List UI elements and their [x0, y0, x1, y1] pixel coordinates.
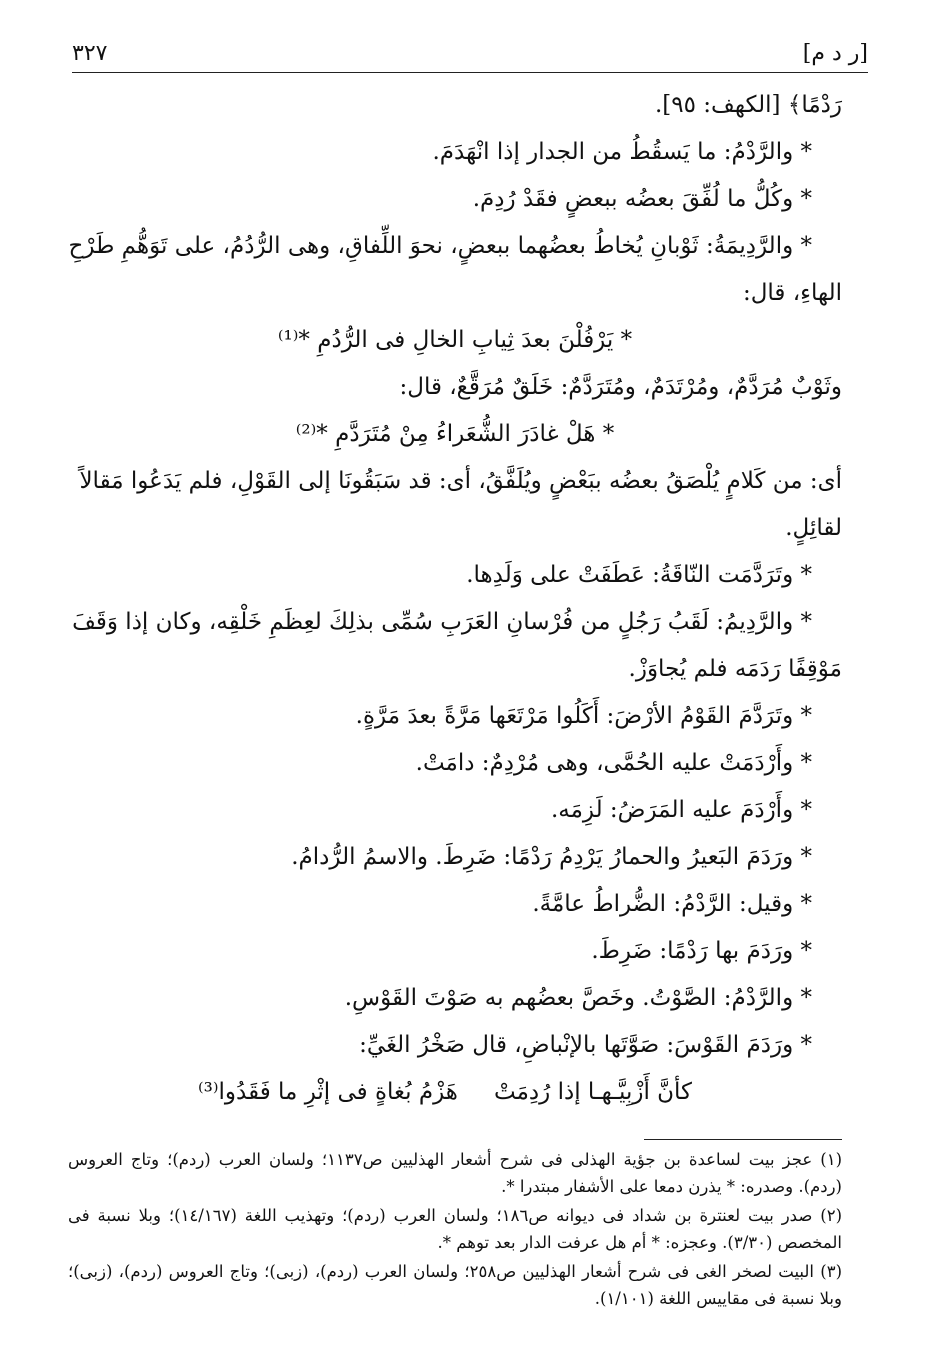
text-line: * والرَّدِيمُ: لَقَبُ رَجُلٍ من فُرْسانِ العَرَبِ سُمِّى بذلِكَ لعِظَمِ خَلْقِه، وكان إذا وَقَفَ	[72, 609, 812, 635]
text-line: أى: من كَلامٍ يُلْصَقُ بعضُه ببَعْضٍ ويُلَفَّقُ، أى: قد سَبَقُونَا إلى القَوْلِ، فلم يَدَعُوا مَقالاً	[79, 468, 842, 494]
text-line: * وتَرَدَّمَت النّاقَةُ: عَطَفَتْ على وَلَدِها.	[466, 562, 812, 588]
text-line: * وأَرْدَمَتْ عليه الحُمَّى، وهى مُرْدِمٌ: دامَتْ.	[415, 750, 812, 776]
text-line: * وتَرَدَّمَ القَوْمُ الأرْضَ: أَكَلُوا مَرْتَعَها مَرَّةً بعدَ مَرَّةٍ.	[355, 703, 812, 729]
footnote: (٣) البيت لصخر الغى فى شرح أشعار الهذليين ص٢٥٨؛ ولسان العرب (ردم)، (زبى)؛ وتاج العروس (ردم)، (زبى)؛ وبلا نسبة فى مقاييس اللغة (١/١٠١).	[68, 1262, 843, 1308]
footnote: (١) عجز بيت لساعدة بن جؤية الهذلى فى شرح أشعار الهذليين ص١١٣٧؛ ولسان العرب (ردم)؛ وتاج العروس (ردم). وصدره: * يذرن دمعا على الأشفار مبتدرا *.	[68, 1150, 842, 1196]
text-line: لقائِلٍ.	[785, 515, 842, 541]
verse-couplet	[68, 1069, 842, 1116]
hemistich-left: هَزْمُ بُغاةٍ فى إثْرِ ما فَقَدُوا⁽³⁾	[198, 1079, 458, 1105]
text-line: * وكُلُّ ما لُفِّقَ بعضُه ببعضٍ فقَدْ رُدِمَ.	[472, 186, 812, 212]
section-title: [ر د م]	[802, 41, 868, 66]
text-line: * ورَدَمَ بها رَدْمًا: ضَرِطَ.	[591, 938, 812, 964]
text-line: * ورَدَمَ البَعيرُ والحمارُ يَرْدِمُ رَدْمًا: ضَرِطَ. والاسمُ الرُّدامُ.	[291, 844, 812, 870]
text-line: * ورَدَمَ القَوْسَ: صَوَّتَها بالإنْباضِ، قال صَخْرُ الغَيِّ:	[359, 1032, 812, 1058]
text-line: مَوْقِفًا رَدَمَه فلم يُجاوَزْ.	[628, 656, 842, 682]
text-line: * والرَّدْمُ: ما يَسقُطُ من الجدار إذا انْهَدَمَ.	[432, 139, 812, 165]
text-line: * والرَّدْمُ: الصَّوْتُ. وخَصَّ بعضُهم به صَوْتَ القَوْسِ.	[344, 985, 812, 1011]
text-line: * وقيل: الرَّدْمُ: الضُّراطُ عامَّةً.	[532, 891, 812, 917]
page-number: ٣٢٧	[72, 41, 108, 66]
text-line: الهاءِ، قال:	[742, 280, 842, 306]
footnote: (٢) صدر بيت لعنترة بن شداد فى ديوانه ص١٨٦؛ ولسان العرب (ردم)؛ وتهذيب اللغة (١٤/١٦٧)؛ وبلا نسبة فى المخصص (٣/٣٠). وعجزه: * أم هل عرفت الدار بعد توهم *.	[68, 1206, 842, 1252]
text-line: وثَوْبٌ مُرَدَّمٌ، ومُرْتَدَمٌ، ومُتَرَدَّمٌ: خَلَقٌ مُرَقَّعٌ، قال:	[399, 374, 842, 400]
verse-line: * هَلْ غادَرَ الشُّعَراءُ مِنْ مُتَرَدَّمِ *⁽²⁾	[295, 421, 615, 447]
verse-line: * يَرْفُلْنَ بعدَ ثِيابِ الخالِ فى الرُّدُمِ *⁽¹⁾	[277, 327, 633, 353]
hemistich-right: كأنَّ أَزْبِيَّـهـا إذا رُدِمَتْ	[494, 1079, 692, 1105]
footnote-divider	[644, 1139, 842, 1140]
text-line: * وأَرْدَمَ عليه المَرَضُ: لَزِمَه.	[550, 797, 812, 823]
footnotes	[68, 1146, 842, 1314]
page-header	[72, 26, 868, 73]
text-line: * والرَّدِيمَةُ: ثَوْبانِ يُخاطُ بعضُهما ببعضٍ، نحوَ اللِّفاقِ، وهى الرُّدُمُ، على تَوَهُّمِ طَرْحِ	[68, 233, 812, 259]
text-line: رَدْمًا﴾ [الكهف: ٩٥].	[654, 92, 842, 118]
main-text	[68, 82, 842, 1116]
